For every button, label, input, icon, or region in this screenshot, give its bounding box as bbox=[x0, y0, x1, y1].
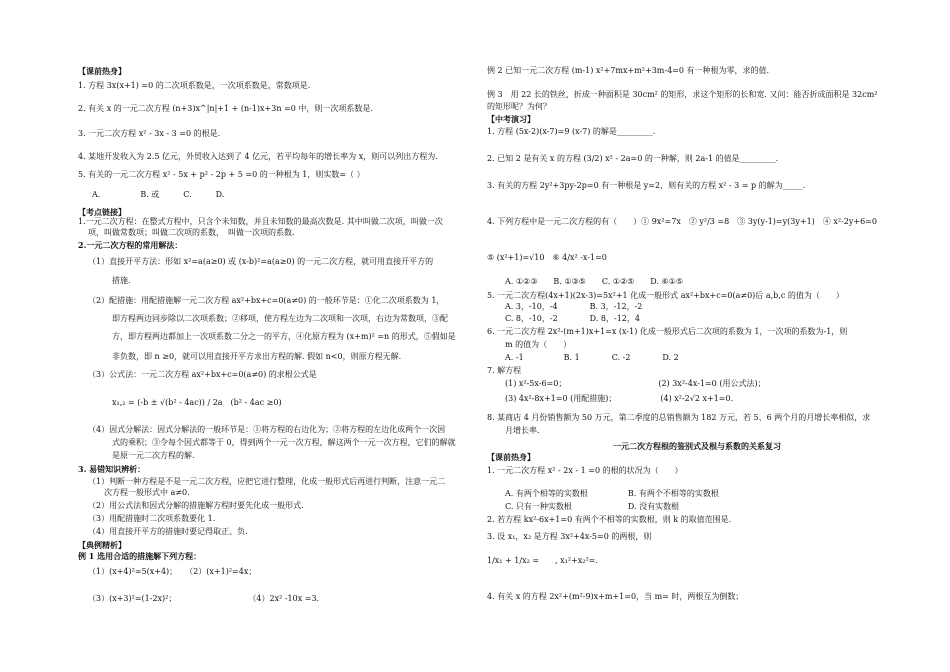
right-line-16: 7. 解方程 bbox=[487, 366, 522, 375]
right-line-13: 6. 一元二次方程 2x²-(m+1)x+1=x (x-1) 化成一般形式后二次项的系数为 1，一次项的系数为-1，则 bbox=[487, 327, 848, 336]
right-line-23: 1. 一元二次方程 x² - 2x - 1 =0 的根的状况为（ ） bbox=[487, 466, 683, 475]
right-line-25: C. 只有一种实数根 D. 没有实数根 bbox=[505, 502, 680, 511]
left-line-7: 【考点链接】 bbox=[78, 207, 126, 217]
left-line-2: 2. 有关 x 的一元二次方程 (n+3)x^|n|+1 + (n-1)x+3n =0 中，则一次项系数是. bbox=[78, 104, 373, 113]
right-line-10: 5. 一元二次方程(4x+1)(2x-3)=5x²+1 化成一般形式 ax²+bx+c=0(a≠0)后 a,b,c 的值为（ ） bbox=[487, 291, 844, 300]
left-line-12: 措施. bbox=[112, 276, 131, 285]
left-line-19: （4）因式分解法：因式分解法的一般环节是：①将方程的右边化为；②将方程的左边化成两个一次因 bbox=[88, 425, 446, 434]
left-line-20: 式的乘积；③令每个因式都等于 0，得到两个一元一次方程，解这两个一元一次方程，它们的解就 bbox=[112, 438, 456, 447]
left-line-27: （4）用直接开平方的措施时要记得取正、负. bbox=[88, 527, 248, 536]
right-line-26: 2. 若方程 kx²-6x+1=0 有两个不相等的实数根，则 k 的取值范围是. bbox=[487, 515, 732, 524]
left-line-21: 是原一元二次方程的解. bbox=[112, 451, 195, 460]
left-line-30: （1）(x+4)²=5(x+4)； （2）(x+1)²=4x； bbox=[88, 567, 257, 576]
left-line-31: （3）(x+3)²=(1-2x)²； （4）2x² -10x =3. bbox=[88, 594, 320, 603]
left-line-29: 例 1 选用合适的措施解下列方程： bbox=[78, 551, 202, 561]
left-line-13: （2）配措施：用配措施解一元二次方程 ax²+bx+c=0(a≠0) 的一般环节是：①化二次项系数为 1， bbox=[88, 296, 445, 305]
left-line-1: 1. 方程 3x(x+1) =0 的二次项系数是，一次项系数是，常数项是. bbox=[78, 81, 311, 90]
left-line-8: 1.一元二次方程：在整式方程中，只含个未知数，并且未知数的最高次数是. 其中叫做二次项，叫做一次 bbox=[78, 217, 443, 226]
left-line-11: （1）直接开平方法：形如 x²=a(a≥0) 或 (x-b)²=a(a≥0) 的一元二次方程，就可用直接开平方的 bbox=[88, 257, 434, 266]
right-line-9: A. ①②③ B. ①③⑤ C. ①②⑤ D. ⑥①⑤ bbox=[505, 277, 684, 286]
left-line-10: 2.一元二次方程的常用解法： bbox=[78, 240, 183, 250]
right-line-2: 的矩形呢？为何？ bbox=[487, 102, 551, 111]
right-line-21: 一元二次方程根的鉴别式及根与系数的关系复习 bbox=[613, 441, 781, 451]
right-line-3: 【中考演习】 bbox=[487, 114, 535, 124]
right-line-6: 3. 有关的方程 2y²+3py-2p=0 有一种根是 y=2，则有关的方程 x² - 3 = p 的解为_____. bbox=[487, 181, 806, 190]
left-line-16: 非负数，即 n ≥0，就可以用直接开平方求出方程的解. 假如 n<0，则原方程无解. bbox=[112, 352, 402, 361]
right-line-4: 1. 方程 (5x-2)(x-7)=9 (x-7) 的解是_________. bbox=[487, 127, 656, 136]
right-line-28: 1/x₁ + 1/x₂ = , x₁²+x₂²=. bbox=[487, 556, 598, 565]
right-line-20: 月增长率. bbox=[505, 426, 540, 435]
left-line-0: 【课前热身】 bbox=[78, 66, 126, 76]
left-line-5: 5. 有关的一元二次方程 x² - 5x + p² - 2p + 5 =0 的一种根为 1，则实数=（ ） bbox=[78, 170, 365, 179]
right-line-8: ⑤ (x²+1)=√10 ⑥ 4/x² -x-1=0 bbox=[487, 253, 607, 262]
left-line-4: 4. 某地开发收入为 2.5 亿元，外贸收入达到了 4 亿元，若平均每年的增长率为 x，则可以列出方程为. bbox=[78, 152, 438, 161]
right-line-15: A. -1 B. 1 C. -2 D. 2 bbox=[505, 353, 679, 362]
right-line-12: C. 8，-10，-2 D. 8，-12，4 bbox=[505, 314, 640, 323]
right-line-0: 例 2 已知一元二次方程 (m-1) x²+7mx+m²+3m-4=0 有一种根为零，求的值. bbox=[487, 66, 770, 75]
left-line-6: A. B. 或 C. D. bbox=[92, 190, 225, 199]
left-line-23: （1）判断一种方程是不是一元二次方程，应把它进行整理，化成一般形式后再进行判断，注意一元二 bbox=[88, 477, 446, 486]
right-line-5: 2. 已知 2 是有关 x 的方程 (3/2) x² - 2a=0 的一种解，则 2a-1 的值是_________. bbox=[487, 154, 779, 163]
left-line-28: 【典例精析】 bbox=[78, 540, 126, 550]
right-line-24: A. 有两个相等的实数根 B. 有两个不相等的实数根 bbox=[505, 489, 719, 498]
left-line-26: （3）用配措施时二次项系数要化 1. bbox=[88, 514, 216, 523]
right-line-29: 4. 有关 x 的方程 2x²+(m²-9)x+m+1=0，当 m= 时，两根互为倒数； bbox=[487, 592, 744, 601]
left-line-22: 3. 易错知识辨析： bbox=[78, 464, 146, 474]
left-line-3: 3. 一元二次方程 x² - 3x - 3 =0 的根是. bbox=[78, 129, 221, 138]
right-line-18: (3) 4x²-8x+1=0 (用配措施)； (4) x²-2√2 x+1=0. bbox=[505, 394, 734, 403]
right-line-7: 4. 下列方程中是一元二次方程的有（ ）① 9x²=7x ② y²/3 =8 ③ 3y(y-1)=y(3y+1) ④ x²-2y+6=0 bbox=[487, 217, 877, 226]
right-line-17: (1) x²-5x-6=0； (2) 3x²-4x-1=0 (用公式法)； bbox=[505, 379, 766, 388]
left-line-25: （2）用公式法和因式分解的措施解方程时要先化成一般形式. bbox=[88, 501, 304, 510]
left-line-18: x₁,₂ = (-b ± √(b² - 4ac)) / 2a (b² - 4ac ≥0) bbox=[112, 398, 282, 407]
left-line-14: 即方程两边同步除以二次项系数；②移项，使方程左边为二次项和一次项，右边为常数项，③配 bbox=[112, 314, 448, 323]
right-line-27: 3. 设 x₁，x₂ 是方程 3x²+4x-5=0 的两根，则 bbox=[487, 532, 652, 541]
left-line-15: 方，即方程两边都加上一次项系数二分之一的平方，④化原方程为 (x+m)² =n 的形式，⑤假如是 bbox=[112, 332, 456, 341]
right-line-14: m 的值为（ ） bbox=[505, 340, 572, 349]
right-line-19: 8. 某商店 4 月份销售额为 50 万元，第二季度的总销售额为 182 万元，若 5、6 两个月的月增长率相似，求 bbox=[487, 413, 871, 422]
left-line-17: （3）公式法：一元二次方程 ax²+bx+c=0(a≠0) 的求根公式是 bbox=[88, 370, 317, 379]
left-line-9: 项，叫做常数项；叫做二次项的系数， 叫做一次项的系数. bbox=[88, 228, 295, 237]
left-line-24: 次方程一般形式中 a≠0. bbox=[104, 488, 190, 497]
right-line-22: 【课前热身】 bbox=[487, 452, 535, 462]
right-line-11: A. 3，-10，-4 B. 3，-12，-2 bbox=[505, 302, 643, 311]
right-line-1: 例 3 用 22 长的铁丝，折成一种面积是 30cm² 的矩形，求这个矩形的长和宽. 又问：能否折成面积是 32cm² bbox=[487, 90, 878, 99]
